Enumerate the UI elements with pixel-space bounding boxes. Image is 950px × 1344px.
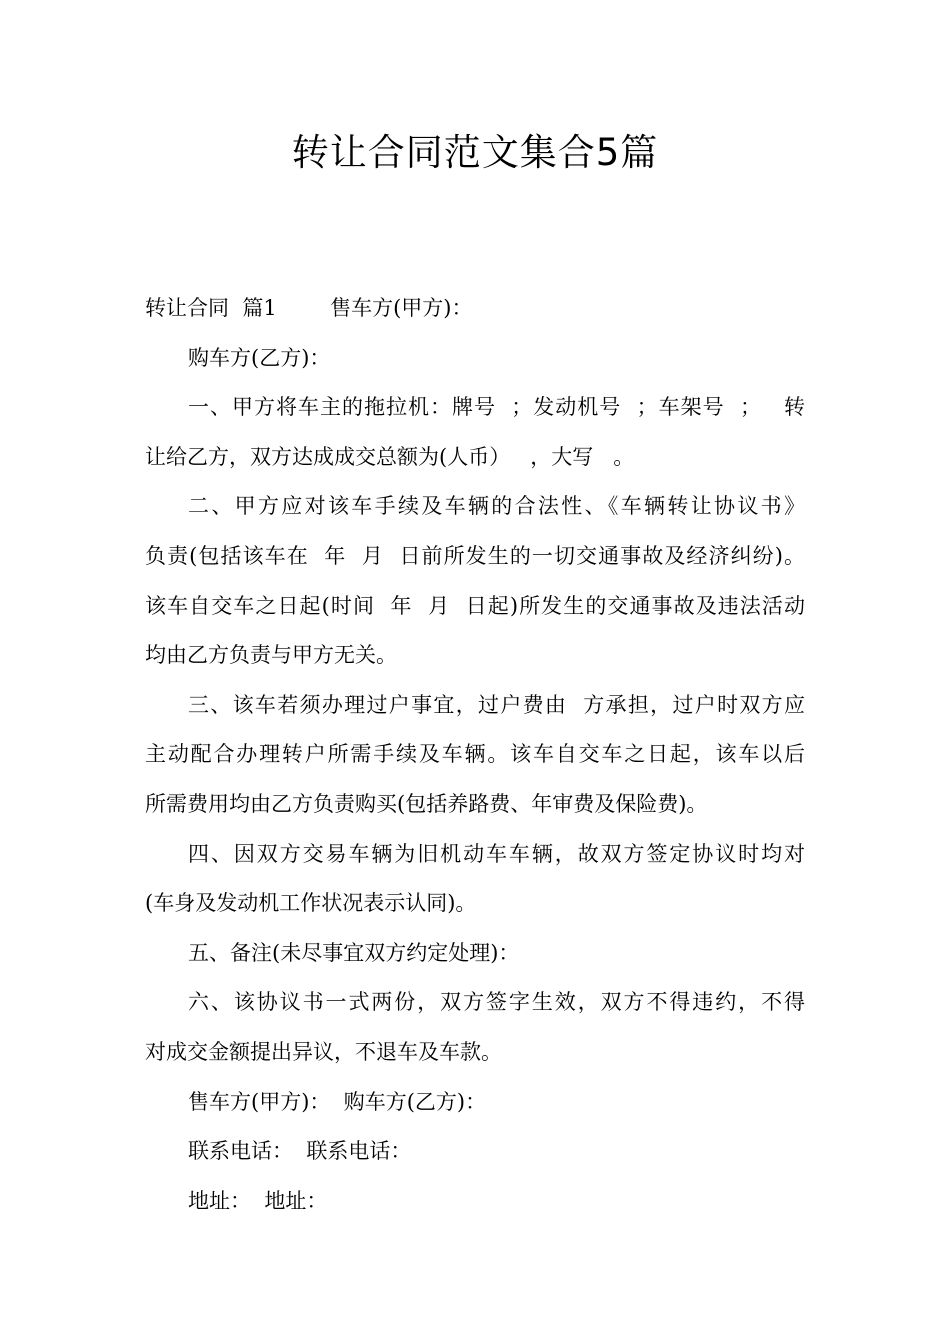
clause-4-line-1: 四、因双方交易车辆为旧机动车车辆，故双方签定协议时均对	[188, 841, 805, 866]
document-title: 转让合同范文集合5篇	[291, 131, 659, 174]
signature-parties-line: 售车方(甲方)： 购车方(乙方)：	[188, 1089, 487, 1114]
clause-6-line-1: 六、该协议书一式两份，双方签字生效，双方不得违约，不得	[188, 990, 805, 1015]
contract-body	[145, 284, 805, 1226]
clause-5-line: 五、备注(未尽事宜双方约定处理)：	[188, 940, 520, 965]
contract-heading-line: 转让合同 篇1 售车方(甲方)：	[145, 296, 473, 320]
clause-3-line-3: 所需费用均由乙方负责购买(包括养路费、年审费及保险费)。	[145, 791, 708, 816]
clause-2-line-2: 负责(包括该车在 年 月 日前所发生的一切交通事故及经济纠纷)。	[145, 543, 805, 568]
clause-3-line-2: 主动配合办理转户所需手续及车辆。该车自交车之日起，该车以后	[145, 742, 805, 767]
phone-line: 联系电话： 联系电话：	[188, 1139, 412, 1164]
clause-2-line-4: 均由乙方负责与甲方无关。	[145, 643, 397, 668]
clause-2-line-1: 二、甲方应对该车手续及车辆的合法性、《车辆转让协议书》	[188, 494, 805, 519]
address-line: 地址： 地址：	[188, 1188, 328, 1213]
clause-2-line-3: 该车自交车之日起(时间 年 月 日起)所发生的交通事故及违法活动	[145, 593, 805, 618]
clause-3-line-1: 三、该车若须办理过户事宜，过户费由 方承担，过户时双方应	[188, 692, 805, 717]
clause-4-line-2: (车身及发动机工作状况表示认同)。	[145, 891, 477, 916]
clause-1-line-2: 让给乙方，双方达成成交总额为(人币） ，大写 。	[145, 444, 635, 469]
clause-1-line-1: 一、甲方将车主的拖拉机：牌号 ；发动机号 ；车架号 ； 转	[188, 395, 805, 420]
buyer-party-line: 购车方(乙方)：	[188, 345, 331, 370]
clause-6-line-2: 对成交金额提出异议，不退车及车款。	[145, 1039, 502, 1064]
